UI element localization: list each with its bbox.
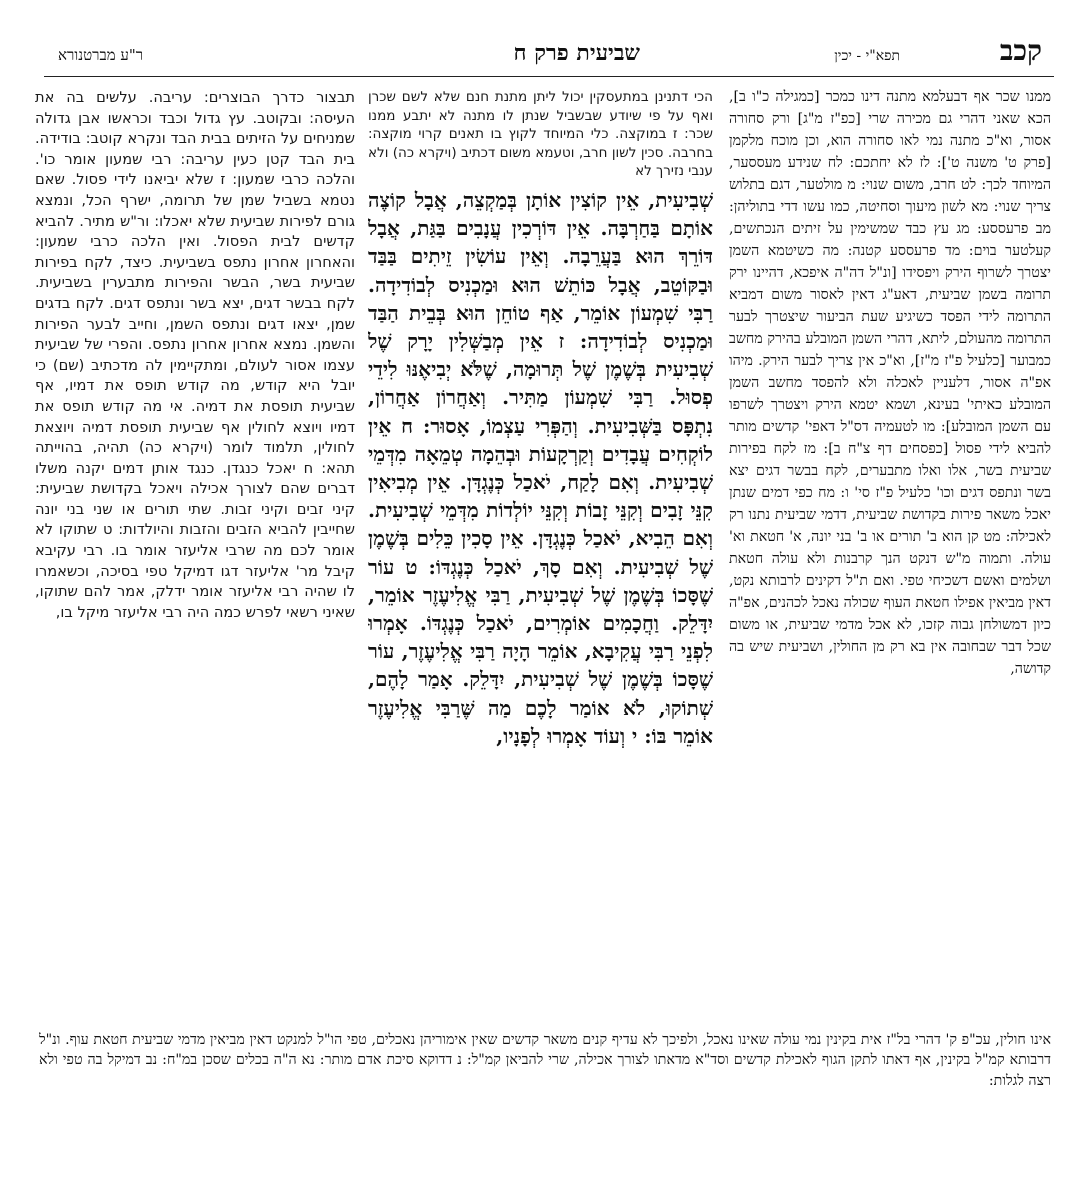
page-header — [48, 34, 1048, 74]
bottom-commentary — [39, 1030, 1051, 1134]
mishnah-text-block — [368, 186, 713, 1034]
commentary-range-label: תפא"י - יכין — [834, 48, 900, 64]
tiferet-yisrael-commentary — [729, 86, 1051, 922]
commentary-title: ר"ע מברטנורא — [58, 46, 144, 64]
left-commentary-text: תבצור כדרך הבוצרים: עריבה. עלשים בה את העיסה: ובקוטב. עץ גדול וכבד וכראשו אבן גדולה שמניחים על הזיתים בבית הבד ונקרא קוטב: בודידה. בית הבד קטן כעין עריבה: רבי שמעון אומר כו'. והלכה כרבי שמעון: ז שלא יביאנו לידי פסול. שאם נטמא בשביל שמן של תרומה, ישרף הכל, ונמצא גורם לפירות שביעית שלא יאכלו: ור"ש מתיר. להביא קדשים לבית הפסול. ואין הלכה כרבי שמעון: והאחרון אחרון נתפס בשביעית. כיצד, לקח בפירות שביעית בשר, הבשר והפירות מתבערין בשביעית. לקח בבשר דגים, יצא בשר ונתפס דגים. לקח בדגים שמן, יצאו דגים ונתפס השמן, וחייב לבער הפירות והשמן. נמצא אחרון אחרון נתפס. והפרי של שביעית עצמו אסור לעולם, ומתקיימין לה מדכתיב (שם) כי יובל היא קודש, מה קודש תופס את דמיו, אף שביעית תופסת את דמיה. אי מה קודש תופס את דמיו ויוצא לחולין אף שביעית תופסת דמיה ויוצאת לחולין, תלמוד לומר (ויקרא כה) תהיה, בהוייתה תהא: ח יאכל כנגדן. כנגד אותן דמים יקנה משלו דברים שהם לצורך אכילה ויאכל בקדושת שביעית: קיני זבים וקיני זבות. שתי תורים או שני בני יונה שחייבין להביא הזבים והזבות והיולדות: ט שתוקו לא אומר לכם מה שרבי אליעזר אומר בו. רבי עקיבא קיבל מר' אליעזר דגו דמיקל טפי בסיכה, וכשאמרו לו שהיה רבי אליעזר אומר ידלק, אמר להם שתוקו, שאיני רשאי לפרש כמה היה רבי אליעזר מיקל בו, — [35, 89, 355, 621]
page-number: קכב — [999, 34, 1042, 67]
bottom-commentary-text: אינו חולין, עכ"פ ק' דהרי בל"ז אית בקינין נמי עולה שאינו נאכל, ולפיכך לא עדיף קנים משאר קדשים שאין אימוריהן נאכלים, טפי הו"ל למנקט דאין מביאין מדמי שביעית חטאת עוף. ונ"ל דרבותא קמ"ל בקינין, אף דאתו לתקן הגוף לאכילת קדשים וסד"א מדאתו לצורך אכילה, שרי להביאן קמ"ל: נ דדוקא סיכת אדם מותר: נא ה"ה בכלים שסכן במ"ח: נב דמיקל בה טפי ולא רצה לגלות: — [39, 1032, 1051, 1089]
bartenura-commentary — [35, 88, 355, 1032]
main-top-commentary-text: הכי דתנינן במתעסקין יכול ליתן מתנת חנם שלא לשם שכרן ואף על פי שיודע שבשביל שנתן לו מתנה לא יתבע ממנו שכר: ז במוקצה. כלי המיוחד לקוץ בו תאנים קרוי מוקצה: בחרבה. סכין לשון חרב, וטעמא משום דכתיב (ויקרא כה) ולא ענבי נזירך לא — [368, 89, 713, 180]
header-rule — [44, 76, 1054, 77]
bartenura-commentary-top — [368, 88, 713, 184]
mishnah-text: שְׁבִיעִית, אֵין קוֹצִין אוֹתָן בְּמַקְצֵה, אֲבָל קוֹצֶה אוֹתָם בַּחַרְבָּה. אֵין דּוֹרְכִין עֲנָבִים בַּגַּת, אֲבָל דּוֹרֵךְ הוּא בַּעֲרֵבָה. וְאֵין עוֹשִׂין זֵיתִים בַּבַּד וּבַקּוֹטֵב, אֲבָל כּוֹתֵשׁ הוּא וּמַכְנִיס לְבוֹדִידָה. רַבִּי שִׁמְעוֹן אוֹמֵר, אַף טוֹחֵן הוּא בְּבֵית הַבַּד וּמַכְנִיס לְבוֹדִידָה: ז אֵין מְבַשְּׁלִין יָרָק שֶׁל שְׁבִיעִית בְּשֶׁמֶן שֶׁל תְּרוּמָה, שֶׁלֹּא יְבִיאֶנּוּ לִידֵי פְסוּל. רַבִּי שִׁמְעוֹן מַתִּיר. וְאַחֲרוֹן אַחֲרוֹן, נִתְפָּס בַּשְּׁבִיעִית. וְהַפְּרִי עַצְמוֹ, אָסוּר: ח אֵין לוֹקְחִים עֲבָדִים וְקַרְקָעוֹת וּבְהֵמָה טְמֵאָה מִדְּמֵי שְׁבִיעִית. וְאִם לָקַח, יֹאכַל כְּנֶגְדָּן. אֵין מְבִיאִין קִנֵּי זָבִים וְקִנֵּי זָבוֹת וְקִנֵּי יוֹלְדוֹת מִדְּמֵי שְׁבִיעִית. וְאִם הֵבִיא, יֹאכַל כְּנֶגְדָּן. אֵין סָכִין כֵּלִים בְּשֶׁמֶן שֶׁל שְׁבִיעִית. וְאִם סָךְ, יֹאכַל כְּנֶגְדּוֹ: ט עוֹר שֶׁסָּכוֹ בְּשֶׁמֶן שֶׁל שְׁבִיעִית, רַבִּי אֱלִיעֶזֶר אוֹמֵר, יִדָּלֵק. וַחֲכָמִים אוֹמְרִים, יֹאכַל כְּנֶגְדּוֹ. אָמְרוּ לִפְנֵי רַבִּי עֲקִיבָא, אוֹמֵר הָיָה רַבִּי אֱלִיעֶזֶר, עוֹר שֶׁסָּכוֹ בְּשֶׁמֶן שֶׁל שְׁבִיעִית, יִדָּלֵק. אָמַר לָהֶם, שְׁתוֹקוּ, לֹא אוֹמַר לָכֶם מַה שֶּׁרַבִּי אֱלִיעֶזֶר אוֹמֵר בּוֹ: י וְעוֹד אָמְרוּ לְפָנָיו, — [368, 188, 713, 748]
right-commentary-text: ממנו שכר אף דבעלמא מתנה דינו כמכר [כמגילה כ"ו ב], הכא שאני דהרי גם מכירה שרי [כפ"ז מ"ג] ורק סחורה אסור, וא"כ מתנה נמי לאו סחורה הוא, וכן מוכח מלקמן [פרק ט' משנה ט']: לז לא יחתכם: לח שנידע מעססער, המיוחד לכך: לט חרב, משום שנוי: מ מולטער, דגם בתלוש צריך שנוי: מא לשון מיעוך וסחיטה, כמו עשו דדי בתוליהן: מב פרעססע: מג עץ כבד שמשימין על זיתים הנכתשים, קעלטער בוים: מד פרעססע קטנה: מה כשיטמא השמן יצטרך לשרוף הירק ויפסידו [ונ"ל דה"ה איפכא, דהיינו ירק תרומה בשמן שביעית, דאע"ג דאין לאסור משום דמביא התרומה לידי הפסד כשיגיע שעת הביעור שיצטרך לבער התרומה מהעולם, ליתא, דהרי השמן המובלע בהירק מחשב כמבוער [כלעיל פ"ז מ"ז], וא"כ אין צריך לבער הירק. מיהו אפ"ה אסור, דלעניין לאכלה ולא להפסד מחשב השמן המובלע כאיתי' בעינא, ושמא יטמא הירק ויצטרך לשרפו עם השמן המובלע]: מו לטעמיה דס"ל דאפי' קדשים מותר להביא לידי פסול [כפסחים דף צ"ח ב]: מז לקח בפירות שביעית בשר, אלו ואלו מתבערים, לקח בבשר דגים יצא בשר ונתפס דגים וכו' כלעיל פ"ז סי' ו: מח כפי דמים שנתן יאכל משאר פירות בקדושת שביעית, דדמי שביעית נתנו רק לאכילה: מט קן הוא ב' תורים או ב' בני יונה, א' חטאת וא' עולה. ותמוה מ"ש דנקט הנך קרבנות ולא עולה חטאת ושלמים ואשם דשכיחי טפי. ואם ת"ל דקינים לרבותא נקט, דאין מביאין אפילו חטאת העוף שכולה נאכל לכהנים, אפ"ה כיון דמשולחן גבוה קזכו, לא אכל מדמי שביעית, או משום שכל דבר שבחובה אין בא רק מן החולין, ושביעית שיש בה קדושה, — [729, 89, 1051, 677]
chapter-title: שביעית פרק ח — [513, 40, 640, 66]
